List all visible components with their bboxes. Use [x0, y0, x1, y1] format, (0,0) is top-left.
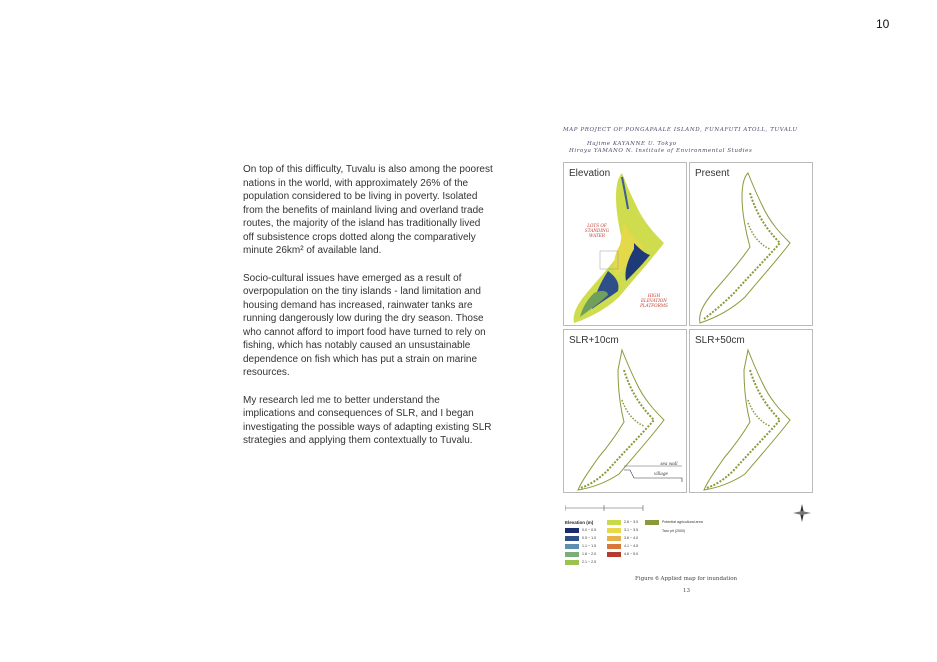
legend-label: 0.0 ~ 0.5 [582, 528, 597, 532]
paragraph: My research led me to better understand the implications and consequences of SLR, and I began investigating the possible ways of adapting existing SLR strategies and applying them contextually to Tuvalu. [243, 394, 492, 446]
paragraph: Socio-cultural issues have emerged as a result of overpopulation on the tiny islands - land limitation and housing demand has increased, rainwater tanks are running dangerously low during the dry season. Those who cannot afford to import food have turned to rely on fishing, which has notably caused an unsustainable dependence on fish which has put a strain on marine resources. [243, 272, 486, 378]
legend-label: 1.1 ~ 1.5 [582, 544, 597, 548]
legend-label: 2.6 ~ 3.0 [624, 520, 639, 524]
legend-title: Elevation (m) [565, 520, 594, 525]
legend-swatch [565, 536, 579, 541]
legend-swatch [607, 536, 621, 541]
figure-handwritten-title: MAP PROJECT OF PONGAPAALE ISLAND, FUNAFUTI ATOLL, TUVALU [563, 127, 798, 133]
legend-swatch [607, 552, 621, 557]
figure-authors-line2: Hiroya YAMANO N. Institute of Environmental Studies [569, 148, 753, 154]
paragraph: On top of this difficulty, Tuvalu is also among the poorest nations in the world, with approximately 26% of the population considered to be living in poverty. Isolated from the benefits of mainland living and overland trade routes, the majority of the island has traditionally lived off subsistence crops dotted along the comparatively minute 26km² of available land. [243, 164, 493, 256]
page-number: 10 [876, 17, 890, 31]
map-panel-present [689, 162, 813, 326]
legend-swatch [565, 528, 579, 533]
legend-swatch-agri [645, 520, 659, 525]
legend-swatch [607, 520, 621, 525]
legend-label: 3.1 ~ 3.5 [624, 528, 639, 532]
annotation-high-elevation: HIGH ELEVATION PLATFORMS [640, 293, 668, 308]
legend-swatch [607, 528, 621, 533]
panel-title: Present [695, 168, 730, 179]
legend-swatch [565, 552, 579, 557]
legend-label: 3.6 ~ 4.0 [624, 536, 639, 540]
legend-label: 0.5 ~ 1.0 [582, 536, 597, 540]
map-panel-slr-50cm [689, 329, 813, 493]
scale-bar [565, 505, 645, 511]
legend-swatch [565, 560, 579, 565]
compass-icon [791, 502, 813, 524]
legend-label: 4.6 ~ 5.0 [624, 552, 639, 556]
profile-label-sea-wall: sea wall [660, 461, 678, 466]
slr-10cm-map-graphic [564, 330, 686, 492]
legend-label: Potential agricultural area [662, 520, 703, 524]
present-map-graphic [690, 163, 812, 325]
profile-label-village: village [653, 471, 669, 476]
panel-title: Elevation [569, 168, 611, 179]
body-text [243, 163, 493, 462]
map-panel-elevation [563, 162, 687, 326]
figure-caption-page: 13 [683, 588, 690, 594]
legend-swatch [607, 544, 621, 549]
slr-50cm-map-graphic [690, 330, 812, 492]
annotation-standing-water: LOTS OF STANDING WATER [584, 223, 610, 238]
legend-label: Taro pit (2000) [662, 529, 686, 533]
legend-label: 4.1 ~ 4.5 [624, 544, 639, 548]
panel-title: SLR+50cm [695, 335, 745, 346]
inundation-map-figure [559, 120, 817, 600]
panel-title: SLR+10cm [569, 335, 619, 346]
legend-label: 2.1 ~ 2.5 [582, 560, 597, 564]
figure-authors-line1: Hajime KAYANNE U. Tokyo [587, 141, 677, 147]
figure-caption: Figure 6 Applied map for inundation [635, 576, 738, 582]
legend-label: 1.6 ~ 2.0 [582, 552, 597, 556]
map-panel-slr-10cm [563, 329, 687, 493]
legend-swatch [565, 544, 579, 549]
